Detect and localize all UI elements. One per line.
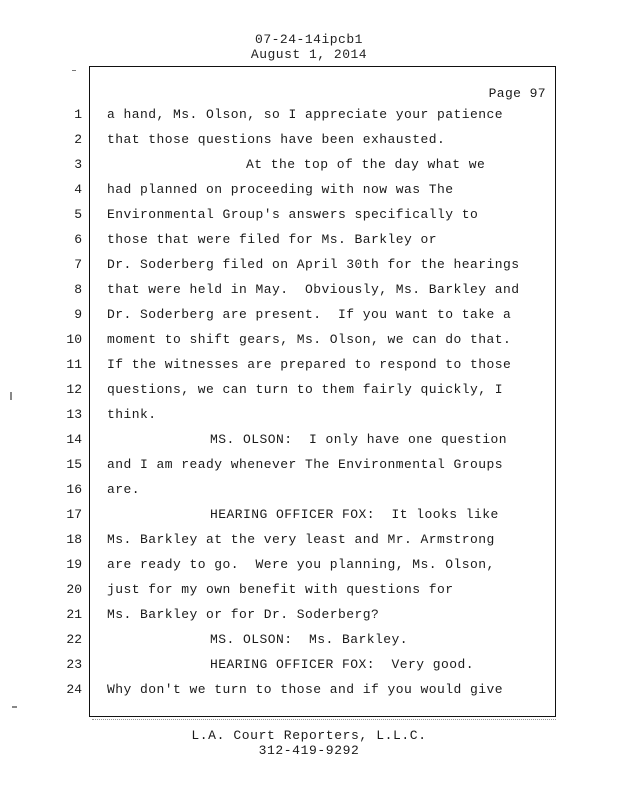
transcript-line: At the top of the day what we — [246, 157, 486, 172]
line-number: 9 — [74, 307, 82, 322]
page-number: Page 97 — [488, 86, 546, 101]
transcript-line: a hand, Ms. Olson, so I appreciate your patience — [107, 107, 504, 122]
transcript-line: Environmental Group's answers specifically to — [107, 207, 479, 222]
line-number: 19 — [66, 557, 82, 572]
line-number: 23 — [66, 657, 82, 672]
scan-artifact-line — [92, 719, 556, 721]
transcript-line: just for my own benefit with questions for — [107, 582, 454, 597]
line-number: 14 — [66, 432, 82, 447]
header-case-id: 07-24-14ipcb1 — [255, 32, 363, 47]
line-number: 5 — [74, 207, 82, 222]
transcript-line: Dr. Soderberg filed on April 30th for the hearings — [107, 257, 520, 272]
transcript-line: moment to shift gears, Ms. Olson, we can do that. — [107, 332, 512, 347]
line-number: 2 — [74, 132, 82, 147]
line-number: 20 — [66, 582, 82, 597]
line-number: 6 — [74, 232, 82, 247]
line-number: 3 — [74, 157, 82, 172]
line-number: 16 — [66, 482, 82, 497]
line-number: 10 — [66, 332, 82, 347]
line-number: 13 — [66, 407, 82, 422]
speaker-line: HEARING OFFICER FOX: Very good. — [210, 657, 475, 672]
scan-speck — [10, 392, 12, 400]
line-number: 8 — [74, 282, 82, 297]
transcript-line: are ready to go. Were you planning, Ms. Olson, — [107, 557, 495, 572]
line-number: 18 — [66, 532, 82, 547]
transcript-line: and I am ready whenever The Environmental Groups — [107, 457, 504, 472]
transcript-line: Dr. Soderberg are present. If you want to take a — [107, 307, 512, 322]
transcript-line: those that were filed for Ms. Barkley or — [107, 232, 438, 247]
transcript-line: had planned on proceeding with now was The — [107, 182, 454, 197]
transcript-line: that those questions have been exhausted. — [107, 132, 446, 147]
transcript-line: If the witnesses are prepared to respond to those — [107, 357, 512, 372]
line-number: 4 — [74, 182, 82, 197]
line-number: 24 — [66, 682, 82, 697]
transcript-line: Why don't we turn to those and if you would give — [107, 682, 504, 697]
line-number: 22 — [66, 632, 82, 647]
line-number: 1 — [74, 107, 82, 122]
transcript-line: that were held in May. Obviously, Ms. Barkley and — [107, 282, 520, 297]
line-number: 21 — [66, 607, 82, 622]
line-number: 7 — [74, 257, 82, 272]
line-number: 11 — [66, 357, 82, 372]
transcript-line: think. — [107, 407, 157, 422]
speaker-line: MS. OLSON: Ms. Barkley. — [210, 632, 409, 647]
margin-mark — [72, 70, 76, 71]
footer-reporter: L.A. Court Reporters, L.L.C. — [191, 728, 427, 743]
header-date: August 1, 2014 — [250, 47, 368, 62]
scan-speck — [12, 706, 17, 708]
speaker-line: HEARING OFFICER FOX: It looks like — [210, 507, 499, 522]
transcript-line: Ms. Barkley or for Dr. Soderberg? — [107, 607, 380, 622]
line-number: 12 — [66, 382, 82, 397]
transcript-line: are. — [107, 482, 141, 497]
speaker-line: MS. OLSON: I only have one question — [210, 432, 508, 447]
transcript-line: questions, we can turn to them fairly quickly, I — [107, 382, 504, 397]
footer-phone: 312-419-9292 — [258, 743, 360, 758]
transcript-line: Ms. Barkley at the very least and Mr. Armstrong — [107, 532, 495, 547]
line-number: 15 — [66, 457, 82, 472]
line-number: 17 — [66, 507, 82, 522]
